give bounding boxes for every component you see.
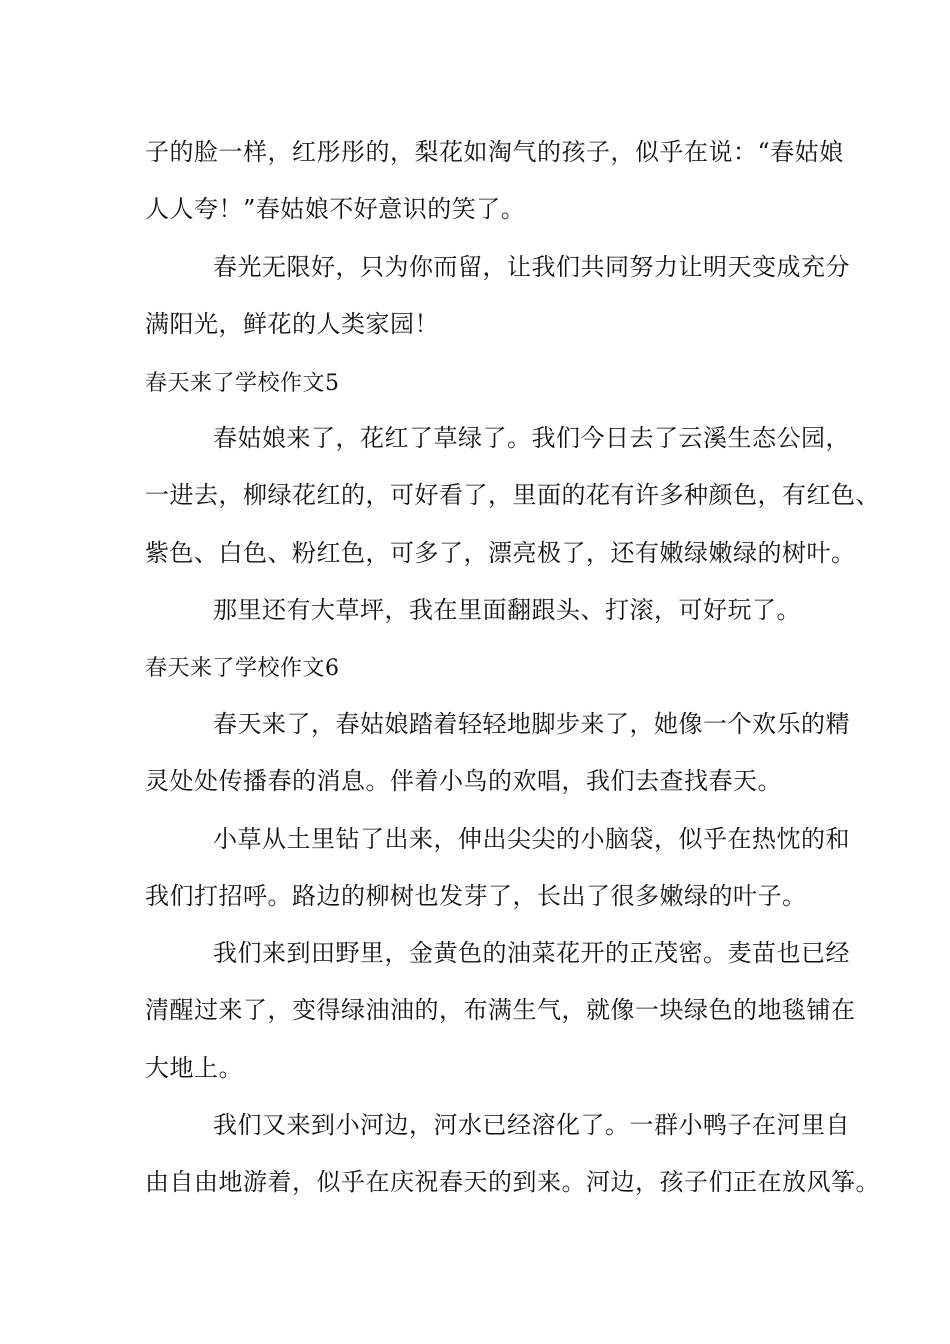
text-line: 紫色、白色、粉红色，可多了，漂亮极了，还有嫩绿嫩绿的树叶。 — [145, 539, 856, 567]
text-line: 大地上。 — [145, 1054, 243, 1082]
text-line: 清醒过来了，变得绿油油的，布满生气，就像一块绿色的地毯铺在 — [145, 996, 856, 1024]
paragraph-start-line: 小草从土里钻了出来，伸出尖尖的小脑袋，似乎在热忱的和 — [213, 825, 850, 853]
text-line: 人人夸！”春姑娘不好意识的笑了。 — [145, 195, 526, 223]
paragraph-start-line: 春姑娘来了，花红了草绿了。我们今日去了云溪生态公园， — [213, 424, 850, 452]
section-heading: 春天来了学校作文6 — [145, 656, 340, 681]
paragraph-start-line: 春天来了，春姑娘踏着轻轻地脚步来了，她像一个欢乐的精 — [213, 710, 850, 738]
text-line: 一进去，柳绿花红的，可好看了，里面的花有许多种颜色，有红色、 — [145, 481, 880, 509]
paragraph-start-line: 我们来到田野里，金黄色的油菜花开的正茂密。麦苗也已经 — [213, 939, 850, 967]
text-line: 我们打招呼。路边的柳树也发芽了，长出了很多嫩绿的叶子。 — [145, 882, 807, 910]
paragraph-start-line: 那里还有大草坪，我在里面翻跟头、打滚，可好玩了。 — [213, 596, 801, 624]
text-line: 由自由地游着，似乎在庆祝春天的到来。河边，孩子们正在放风筝。 — [145, 1168, 880, 1196]
text-line: 子的脸一样，红彤彤的，梨花如淘气的孩子，似乎在说：“春姑娘 — [145, 138, 844, 166]
text-line: 满阳光，鲜花的人类家园！ — [145, 310, 439, 338]
section-heading: 春天来了学校作文5 — [145, 371, 340, 396]
paragraph-start-line: 春光无限好，只为你而留，让我们共同努力让明天变成充分 — [213, 253, 850, 281]
paragraph-start-line: 我们又来到小河边，河水已经溶化了。一群小鸭子在河里自 — [213, 1111, 850, 1139]
text-line: 灵处处传播春的消息。伴着小鸟的欢唱，我们去查找春天。 — [145, 767, 782, 795]
